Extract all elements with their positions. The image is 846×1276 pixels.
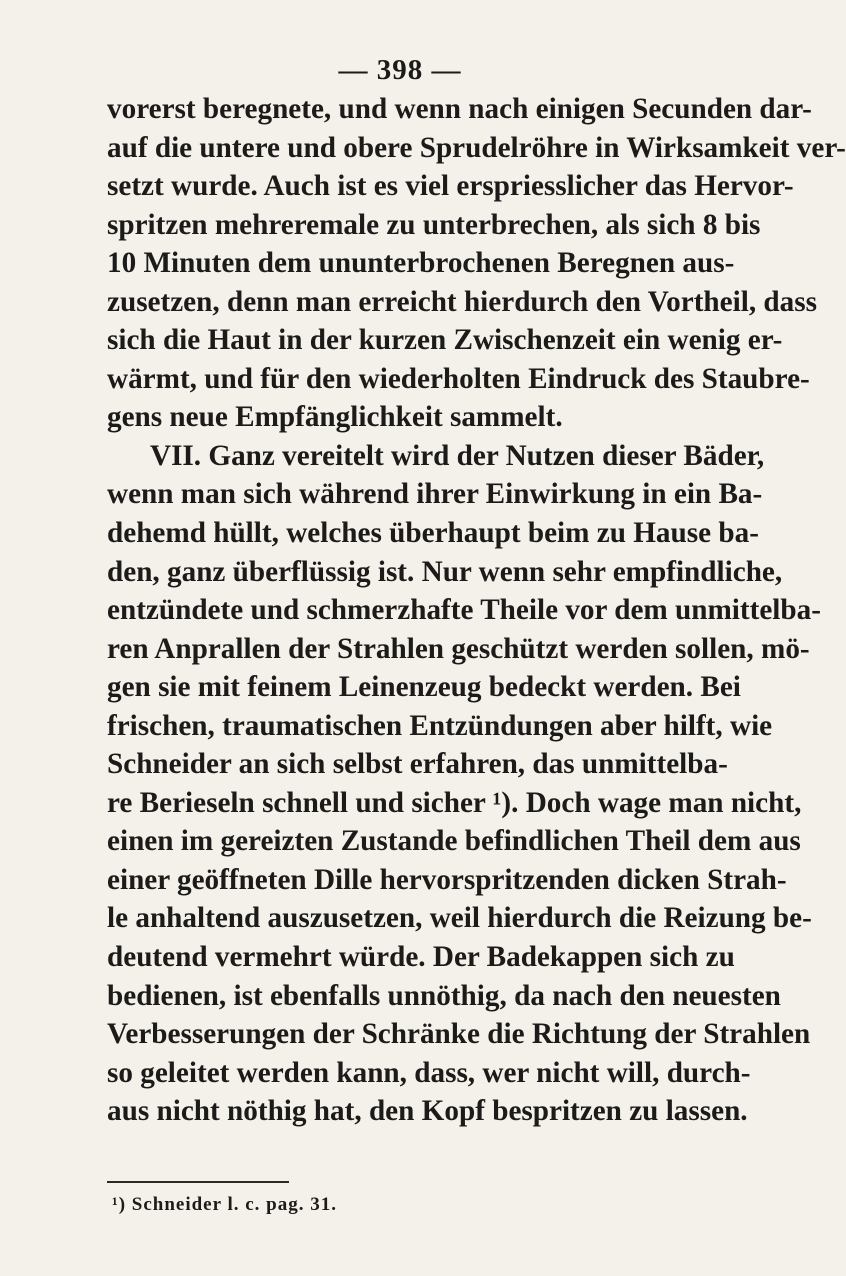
text-line: vorerst beregnete, und wenn nach einigen Secunden dar- bbox=[107, 93, 812, 125]
body-text bbox=[107, 90, 846, 1131]
text-line: spritzen mehreremale zu unterbrechen, als sich 8 bis bbox=[107, 208, 761, 241]
page-number: — 398 — bbox=[338, 54, 462, 86]
text-line: einen im gereizten Zustande befindlichen Theil dem aus bbox=[107, 825, 801, 858]
text-line: gen sie mit feinem Leinenzeug bedeckt werden. Bei bbox=[107, 671, 741, 704]
text-line: auf die untere und obere Sprudelröhre in Wirksamkeit ver- bbox=[107, 131, 846, 164]
text-line: so geleitet werden kann, dass, wer nicht will, durch- bbox=[107, 1056, 751, 1089]
text-line: gens neue Empfänglichkeit sammelt. bbox=[107, 401, 563, 434]
text-line: dehemd hüllt, welches überhaupt beim zu Hause ba- bbox=[107, 517, 759, 550]
text-line: entzündete und schmerzhafte Theile vor dem unmittelba- bbox=[107, 594, 821, 627]
text-line: deutend vermehrt würde. Der Badekappen sich zu bbox=[107, 941, 735, 974]
text-line: re Berieseln schnell und sicher ¹). Doch wage man nicht, bbox=[107, 786, 802, 819]
text-line: VII. Ganz vereitelt wird der Nutzen dieser Bäder, bbox=[150, 439, 765, 472]
text-line: ren Anprallen der Strahlen geschützt werden sollen, mö- bbox=[107, 632, 810, 665]
footnote-divider bbox=[107, 1181, 289, 1183]
text-line: bedienen, ist ebenfalls unnöthig, da nach den neuesten bbox=[107, 979, 781, 1012]
text-line: le anhaltend auszusetzen, weil hierdurch die Reizung be- bbox=[107, 902, 812, 935]
text-line: 10 Minuten dem ununterbrochenen Beregnen aus- bbox=[107, 247, 735, 280]
text-line: frischen, traumatischen Entzündungen aber hilft, wie bbox=[107, 709, 773, 742]
footnote: ¹) Schneider l. c. pag. 31. bbox=[112, 1194, 337, 1215]
text-line: Schneider an sich selbst erfahren, das unmittelba- bbox=[107, 748, 728, 781]
text-line: wärmt, und für den wiederholten Eindruck des Staubre- bbox=[107, 362, 810, 395]
text-line: zusetzen, denn man erreicht hierdurch den Vortheil, dass bbox=[107, 285, 817, 318]
text-line: sich die Haut in der kurzen Zwischenzeit ein wenig er- bbox=[107, 324, 783, 357]
text-line: setzt wurde. Auch ist es viel erspriesslicher das Hervor- bbox=[107, 170, 794, 203]
text-line: den, ganz überflüssig ist. Nur wenn sehr empfindliche, bbox=[107, 555, 783, 588]
text-line: einer geöffneten Dille hervorspritzenden dicken Strah- bbox=[107, 863, 787, 896]
text-line: aus nicht nöthig hat, den Kopf bespritzen zu lassen. bbox=[107, 1095, 748, 1128]
text-line: Verbesserungen der Schränke die Richtung der Strahlen bbox=[107, 1018, 811, 1051]
text-line: wenn man sich während ihrer Einwirkung in ein Ba- bbox=[107, 478, 763, 511]
